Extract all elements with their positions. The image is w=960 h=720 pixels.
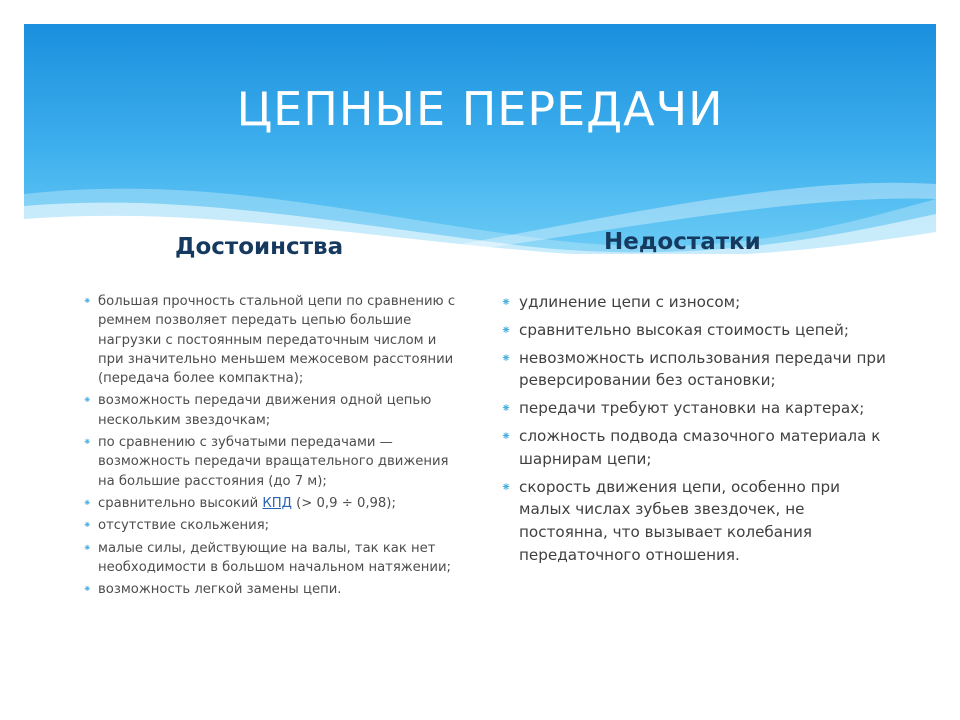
- bullet-icon: ⁕: [501, 295, 512, 309]
- advantage-item: ⁕ возможность передачи движения одной цепью нескольким звездочкам;: [83, 393, 432, 428]
- slide-title: ЦЕПНЫЕ ПЕРЕДАЧИ: [236, 82, 724, 136]
- advantages-list: [83, 292, 458, 602]
- advantage-item: ⁕ сравнительно высокий КПД (> 0,9 ÷ 0,98);: [98, 494, 458, 513]
- disadvantages-list: [501, 291, 889, 572]
- header-wave-background: [24, 24, 936, 254]
- bullet-icon: ⁕: [83, 542, 92, 554]
- bullet-icon: ⁕: [501, 322, 512, 337]
- kpd-link[interactable]: КПД: [262, 495, 292, 511]
- bullet-icon: ⁕: [501, 401, 512, 416]
- bullet-icon: ⁕: [83, 296, 92, 307]
- bullet-icon: ⁕: [83, 584, 92, 596]
- disadvantage-item: ⁕ удлинение цепи с износом;: [519, 291, 889, 314]
- advantage-item: ⁕ малые силы, действующие на валы, так как нет необходимости в большом начальном натяжении;: [83, 540, 451, 575]
- slide: [24, 24, 936, 696]
- disadvantage-item: ⁕ скорость движения цепи, особенно при малых числах зубьев звездочек, не постоянна, что вызывает колебания передаточного отношения.: [501, 477, 841, 564]
- advantage-item: ⁕ отсутствие скольжения;: [98, 516, 458, 535]
- bullet-icon: ⁕: [83, 437, 92, 449]
- disadvantages-heading: Недостатки: [604, 229, 761, 255]
- disadvantage-item: ⁕ сложность подвода смазочного материала к шарнирам цепи;: [501, 426, 881, 468]
- bullet-icon: ⁕: [83, 520, 92, 532]
- advantages-heading: Достоинства: [175, 234, 344, 260]
- disadvantage-item: ⁕ передачи требуют установки на картерах;: [519, 397, 889, 420]
- advantage-item: ⁕ по сравнению с зубчатыми передачами — возможность передачи вращательного движения на большие расстояния (до 7 м);: [83, 435, 449, 489]
- bullet-icon: ⁕: [501, 428, 512, 443]
- advantage-item: ⁕ возможность легкой замены цепи.: [98, 580, 458, 599]
- bullet-icon: ⁕: [501, 479, 512, 494]
- disadvantage-item: ⁕ невозможность использования передачи при реверсировании без остановки;: [501, 348, 886, 390]
- bullet-icon: ⁕: [501, 350, 512, 365]
- bullet-icon: ⁕: [83, 497, 92, 509]
- advantage-item: ⁕ большая прочность стальной цепи по сравнению с ремнем позволяет передать цепью большие нагрузки с постоянным передаточным числом и при значительно меньшем межосевом расстоянии (передача более компактна);: [83, 294, 456, 387]
- bullet-icon: ⁕: [83, 395, 92, 407]
- disadvantage-item: ⁕ сравнительно высокая стоимость цепей;: [519, 319, 889, 342]
